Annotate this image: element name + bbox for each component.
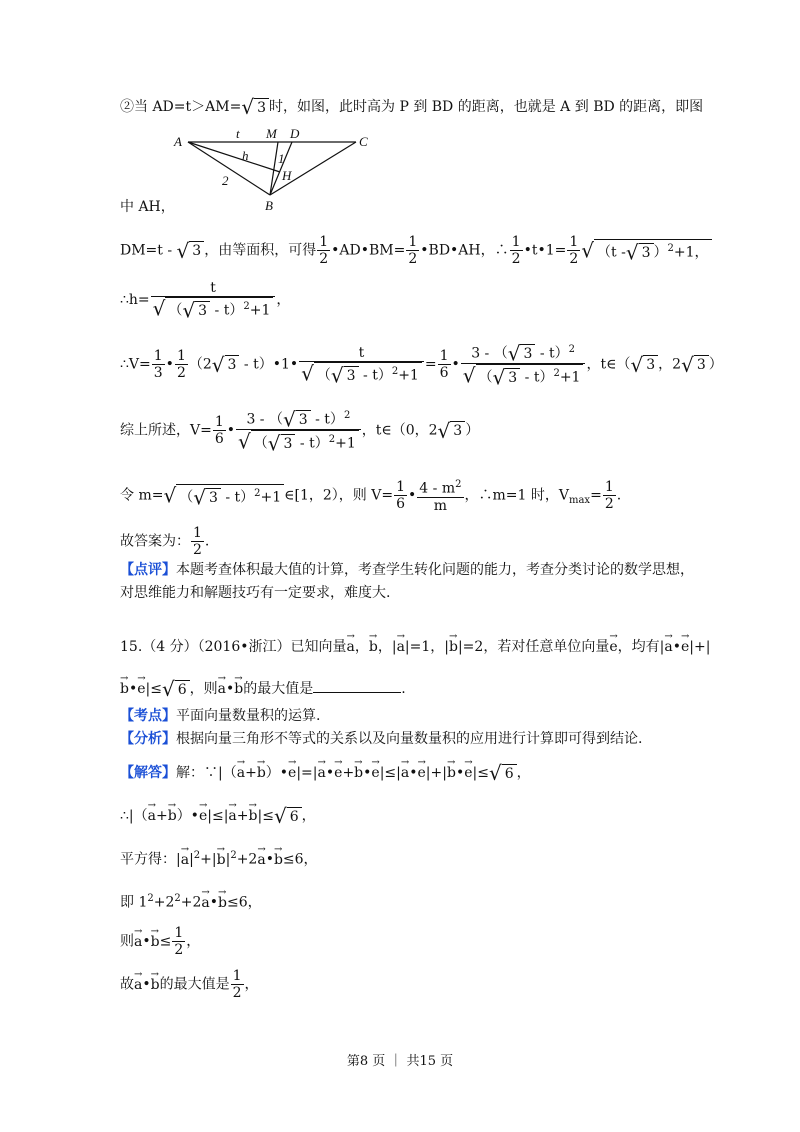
label-h: h [242,148,249,163]
case2-line: ②当 AD=t＞AM=√ 3 时，如图，此时高为 P 到 BD 的距离，也就是 A 到 BD 的距离，即图 [120,95,704,119]
label-H: H [282,168,292,183]
answer-blank [313,680,401,693]
segment-AB [188,142,270,195]
fraction-h: $\frac{t}{√ (√ 3 - t)^2+1}$ [151,280,276,320]
substitution-line: 令 m=√ （√ 3 - t）$^2$+1 ∈[1，2），则 V= $\frac{1}{6}$ • $\frac{4 - m^2}{m}$ ，∴m=1 时，$V_{max}=$ $\frac{1}{2}$ . [120,478,622,514]
solution-line-2: ∴|（→ a+→ b）•→ e|≤|→ a+→ b|≤√ 6 ， [120,803,316,826]
fraction-half: $\frac{1}{2}$ [511,234,521,267]
question-15-line-2: → b•→ e|≤√ 6 ，则→ a•→ b的最大值是 . [120,676,406,699]
sqrt-3: √ 3 [241,97,269,117]
summary-line: 综上所述，V= $\frac{1}{6}$ • $\frac{3 - (√ 3 - t)^2}{√ (√ 3 - t)^2+1}$ ，t∈（0，2√ 3 ） [120,407,480,456]
solution-line-1: 【解答】解：∵|（→ a+→ b）•→ e|=|→ a•→ e+→ b•→ e|≤|→ a•→ e|+|→ b•→ e|≤√ 6 ， [120,760,531,783]
solution-line-6: 故→ a•→ b的最大值是 $\frac{1}{2}$ ， [120,968,259,1001]
fraction-half: $\frac{1}{2}$ [569,234,579,267]
label-1: 1 [278,151,285,166]
label-M: M [266,126,277,141]
page-footer: 第8 页 ｜ 共15 页 [346,1054,454,1069]
label-t: t [236,126,240,141]
h-formula-line: ∴h= $\frac{t}{√ (√ 3 - t)^2+1}$ ， [120,280,291,323]
label-D: D [290,126,300,141]
solution-line-3: 平方得：|→ $a|^2+|\to b|^2+2\to$ a•→ b≤6， [120,846,318,870]
comment-line-1: 【点评】本题考查体积最大值的计算，考查学生转化问题的能力，考查分类讨论的数学思想， [120,562,694,578]
jieda-tag: 【解答】 [120,765,176,781]
sqrt-expression: √ （t -√ 3 ）$^2$+1， [581,239,711,262]
kaodian-tag: 【考点】 [120,708,176,724]
label-A: A [174,134,182,149]
volume-formula-line: ∴V= $\frac{1}{3}$ • $\frac{1}{2}$ （2√ 3 - t）•1• $\frac{t}{√ (√ 3 - t)^2+1}$ = $\frac{1}{6}$ • $\frac{3 - (√ 3 - t)^2}{√ (√ 3 - t)^2+1}$ ，t∈（√ 3 ，2√ 3 ） [120,341,723,390]
triangle-figure [170,125,380,210]
fraction-half: $\frac{1}{2}$ [408,234,418,267]
kaodian-line: 【考点】平面向量数量积的运算. [120,708,321,724]
comment-tag: 【点评】 [120,562,176,578]
solution-line-5: 则→ a•→ b≤ $\frac{1}{2}$ ， [120,925,200,958]
fenxi-tag: 【分析】 [120,731,176,747]
circled-2-marker: ② [120,99,134,115]
label-C: C [359,134,368,149]
answer-line: 故答案为： $\frac{1}{2}$ . [120,525,210,558]
equal-area-line: DM=t - √ 3 ，由等面积，可得 $\frac{1}{2}$ •AD•BM= $\frac{1}{2}$ •BD•AH，∴ $\frac{1}{2}$ •t•1= $\frac{1}{2}$ √ （t -√ 3 ）$^2$+1， [120,234,712,267]
label-2: 2 [222,173,229,188]
fraction-half: $\frac{1}{2}$ [319,234,329,267]
question-15-line-1: 15.（4 分）（2016•浙江）已知向量→ a，→ b，|→ a|=1，|→ b|=2，若对任意单位向量→ e，均有|→ a•→ e|+| [120,634,710,657]
fenxi-line: 【分析】根据向量三角形不等式的关系以及向量数量积的应用进行计算即可得到结论. [120,731,643,747]
case2-continued: 中 AH， [120,199,175,215]
comment-line-2: 对思维能力和解题技巧有一定要求，难度大. [120,585,391,601]
solution-line-4: 即 $1^2+2^2+2\to$ a•→ b≤6， [120,889,262,913]
label-B: B [265,198,273,210]
segment-AH [188,142,280,172]
